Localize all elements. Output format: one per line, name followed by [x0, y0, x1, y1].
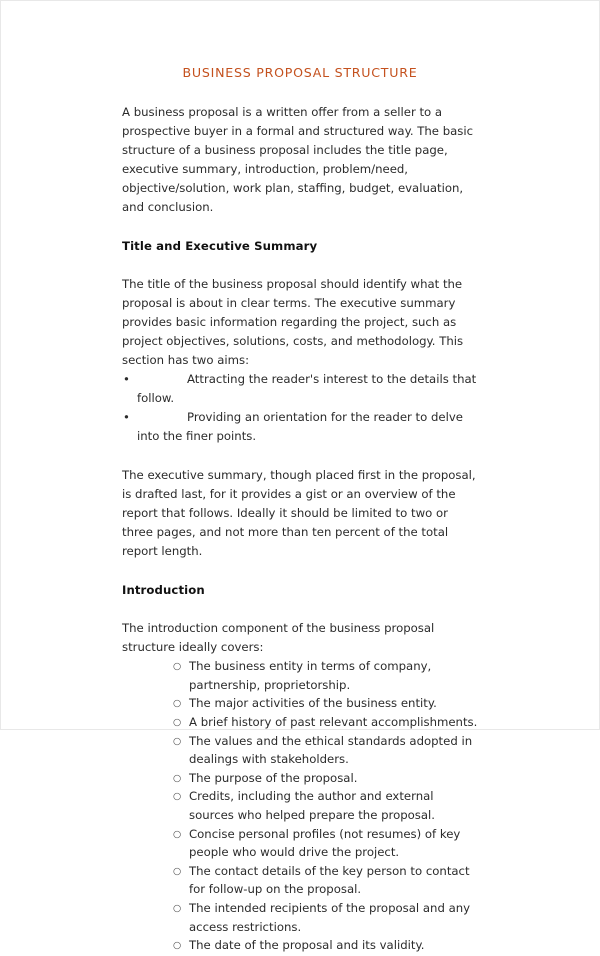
list-item-label: The major activities of the business entity.: [189, 696, 437, 711]
list-item-label: Credits, including the author and external sources who helped prepare the proposal.: [189, 789, 436, 822]
section-heading-introduction: Introduction: [122, 582, 205, 597]
list-item: [122, 370, 478, 408]
list-item-label: Providing an orientation for the reader to delve into the finer points.: [137, 410, 463, 444]
list-item: [173, 825, 478, 862]
list-item-label: The values and the ethical standards adopted in dealings with stakeholders.: [189, 733, 473, 767]
executive-summary-aims-list: [122, 370, 478, 446]
list-item: [173, 657, 478, 694]
circle-bullet-icon: ○: [173, 735, 182, 747]
page-title: BUSINESS PROPOSAL STRUCTURE: [182, 65, 418, 80]
spacer: [122, 81, 478, 103]
list-item-label: The date of the proposal and its validity.: [189, 938, 425, 953]
circle-bullet-icon: ○: [173, 865, 182, 877]
list-item: [173, 899, 478, 936]
list-item: [173, 787, 478, 824]
list-item-label: Concise personal profiles (not resumes) of key people who would drive the project.: [189, 826, 461, 860]
list-item-label: A brief history of past relevant accomplishments.: [189, 715, 478, 730]
circle-bullet-icon: ○: [173, 828, 182, 840]
circle-bullet-icon: ○: [173, 902, 182, 914]
circle-bullet-icon: ○: [173, 791, 182, 803]
list-item-label: The intended recipients of the proposal and any access restrictions.: [189, 900, 471, 934]
list-item: [173, 713, 478, 732]
section-2-paragraph: The introduction component of the business proposal structure ideally covers:: [122, 621, 435, 655]
bullet-icon: •: [123, 372, 130, 387]
spacer: [122, 218, 478, 237]
section-1-paragraph: The title of the business proposal should identify what the proposal is about in clear terms. The executive summary provides basic information regarding the project, such as project objectives, solutions, costs, and methodology. This section has two aims:: [122, 276, 464, 368]
list-item: [173, 936, 478, 955]
spacer: [122, 447, 478, 466]
list-item-label: The contact details of the key person to contact for follow-up on the proposal.: [189, 863, 470, 897]
list-item: [173, 769, 478, 788]
bullet-icon: •: [123, 410, 130, 425]
list-item-label: The business entity in terms of company, partnership, proprietorship.: [189, 659, 432, 692]
list-item: [173, 732, 478, 769]
spacer: [122, 256, 478, 275]
circle-bullet-icon: ○: [173, 940, 182, 952]
intro-paragraph: A business proposal is a written offer from a seller to a prospective buyer in a formal and structured way. The basic structure of a business proposal includes the title page, executive summary, introduction, problem/need, objective/solution, work plan, staffing, budget, evaluation, and conclusion.: [122, 105, 474, 215]
list-item: [173, 862, 478, 899]
introduction-coverage-list: [122, 657, 478, 955]
circle-bullet-icon: ○: [173, 661, 182, 673]
document-content: [122, 1, 478, 955]
circle-bullet-icon: ○: [173, 698, 182, 710]
list-item: [122, 408, 478, 446]
list-item-label: Attracting the reader's interest to the details that follow.: [137, 372, 477, 406]
executive-summary-closing-paragraph: The executive summary, though placed first in the proposal, is drafted last, for it provides a gist or an overview of the report that follows. Ideally it should be limited to two or three pages, and not more than ten percent of the total report length.: [122, 467, 476, 558]
spacer: [122, 600, 478, 619]
section-heading-title-and-executive-summary: Title and Executive Summary: [122, 238, 318, 253]
spacer: [122, 561, 478, 581]
circle-bullet-icon: ○: [173, 717, 182, 729]
list-item-label: The purpose of the proposal.: [189, 770, 358, 785]
circle-bullet-icon: ○: [173, 772, 182, 784]
list-item: [173, 694, 478, 713]
